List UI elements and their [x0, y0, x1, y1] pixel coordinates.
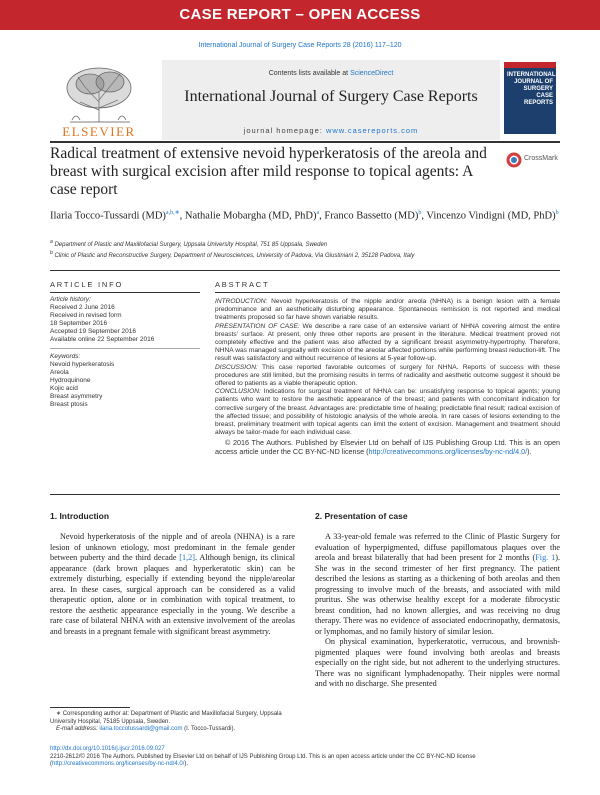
article-title: Radical treatment of extensive nevoid hyperkeratosis of the areola and breast with surgical excision after mild response to topical agents: A case report: [50, 145, 487, 198]
history-entry: 18 September 2016: [50, 320, 108, 327]
journal-homepage-line: [162, 126, 500, 135]
abstract-section-label: DISCUSSION:: [215, 363, 258, 371]
affiliation: $^a$ Department of Plastic and Maxillofacial Surgery, Uppsala University Hospital, 751 85 Uppsala, Sweden: [50, 239, 328, 248]
author-list: Ilaria Tocco-Tussardi (MD)$^{a,b,∗}$, Nathalie Mobargha (MD, PhD)$^a$, Franco Bassetto (MD)$^b$, Vincenzo Vindigni (MD, PhD)$^b$: [50, 210, 559, 222]
ref-link[interactable]: [1,2]: [179, 553, 195, 562]
email-link[interactable]: ilaria.toccotussardi@gmail.com: [99, 726, 183, 732]
abstract-rule: [215, 292, 560, 293]
abstract-body: [215, 298, 560, 456]
affiliation: $^b$ Clinic of Plastic and Reconstructive Surgery, Department of Neurosciences, University of Padova, Via Giustiniani 2, 35128 Padova, Italy: [50, 250, 415, 259]
author-affiliation-mark[interactable]: b: [555, 210, 559, 216]
affiliation-mark: b: [50, 250, 53, 256]
journal-title: International Journal of Surgery Case Reports: [184, 88, 478, 105]
corresponding-footnote: ∗ Corresponding author at: Department of Plastic and Maxillofacial Surgery, Uppsala University Hospital, 75185 Uppsala, Sweden. E-mail address: ilaria.toccotussardi@gmail.com (I. Tocco-Tussardi).: [50, 711, 282, 732]
author-name[interactable]: Vincenzo Vindigni (MD, PhD): [426, 210, 556, 222]
case-heading: 2. Presentation of case: [315, 511, 408, 521]
doi-link[interactable]: http://dx.doi.org/10.1016/j.ijscr.2016.09.027: [50, 746, 165, 752]
crossmark-icon: [506, 152, 522, 168]
affiliation-rule: [50, 270, 560, 271]
keywords-block: [50, 353, 200, 409]
author-name[interactable]: Ilaria Tocco-Tussardi (MD): [50, 210, 166, 222]
author-affiliation-mark[interactable]: b: [418, 210, 422, 216]
license-link[interactable]: http://creativecommons.org/licenses/by-nc-nd/4.0/: [368, 447, 528, 457]
keywords-label: Keywords:: [50, 353, 81, 360]
sciencedirect-link[interactable]: ScienceDirect: [350, 70, 394, 77]
keyword: Nevoid hyperkeratosis: [50, 361, 115, 368]
author-affiliation-mark[interactable]: a,b,∗: [165, 210, 180, 216]
figure-link[interactable]: Fig. 1: [535, 553, 556, 562]
author-affiliation-mark[interactable]: a: [316, 210, 320, 216]
abstract-paragraph: CONCLUSION: Indications for surgical treatment of NHNA can be: unsatisfying response to topical agents; young patients who want to restore the aesthetic appearance of the breast; and patients with concomitant indication for corrective surgery of the breast. Advantages are: predictable time of healing; predictable final result; radical excision of the affected tissue; and possibility of histologic analysis of the whole areola. In rare cases of lesions extending to the breast, preliminary treatment with topical agents can limit the extent of excision. Management and treatment should always be tailor-made for each individual case.: [215, 388, 560, 437]
abstract-paragraph: DISCUSSION: This case reported favorable outcomes of surgery for NHNA. Reports of success with these procedures are still limited, but the promising results in terms of radicality and aesthetic outcome suggest it should be offered to patients as a viable therapeutic option.: [215, 363, 560, 388]
cover-line: INTERNATIONAL: [507, 72, 556, 78]
journal-cover-image: [504, 62, 556, 134]
abstract-paragraph: PRESENTATION OF CASE: We describe a rare case of an extensive variant of NHNA covering almost the entire breasts' surface. At present, only three other reports are present in the literature. Medical treatment proved not completely effective and the patient was also affected by a significant breast asymmetry-hypertrophy. Therefore, NHNA was managed surgically with excision of the areolar affected portions while performing breast reduction-lift. The result was satisfactory and without recurrence of lesions at 5-year follow-up.: [215, 322, 560, 363]
article-info-heading: ARTICLE INFO: [50, 280, 124, 289]
doi-footer: http://dx.doi.org/10.1016/j.ijscr.2016.09.027 2210-2612/© 2016 The Authors. Published by Elsevier Ltd on behalf of IJS Publishing Group Ltd. This is an open access article under the CC BY-NC-ND license (http://creativecommons.org/licenses/by-nc-nd/4.0/).: [50, 746, 560, 769]
introduction-heading: 1. Introduction: [50, 511, 110, 521]
keyword: Areola: [50, 369, 69, 376]
homepage-link[interactable]: www.casereports.com: [325, 126, 419, 135]
keyword: Kojic acid: [50, 385, 78, 392]
affiliation-list: [50, 238, 560, 260]
keyword: Breast ptosis: [50, 401, 88, 408]
homepage-prefix: journal homepage:: [243, 126, 323, 135]
keywords-rule: [50, 348, 200, 349]
abstract-paragraph: INTRODUCTION: Nevoid hyperkeratosis of the nipple and/or areola (NHNA) is a benign lesion with a female predominance and an aesthetically disturbing appearance. Spontaneous remission is not reported and medical treatments proposed so far have shown variable results.: [215, 298, 560, 322]
introduction-text: Nevoid hyperkeratosis of the nipple and of areola (NHNA) is a rare lesion of unknown etiology, most predominant in the female gender between puberty and the third decade [1,2]. Although benign, its clinical appearance (dark brown plaques and hyperkeratotic skin) can be extremely disturbing, especially if extending beyond the nipple/areolar area. In these cases, surgical approach can be considered as a valid therapeutic option, alone or in combination with topical treatment, to restore the aesthetic appearance especially in the young. We describe a rare case of bilateral NHNA with an extensive involvement of the areolas and breasts in a pregnant female with significant breast asymmetry.: [50, 532, 295, 636]
abstract-copyright: © 2016 The Authors. Published by Elsevier Ltd on behalf of IJS Publishing Group Ltd. This is an open access article under the CC BY-NC-ND license (http://creativecommons.org/licenses/by-nc-nd/4.0/).: [215, 438, 560, 457]
publisher-name: ELSEVIER: [62, 124, 136, 139]
contents-line: [162, 70, 500, 77]
affiliation-mark: a: [50, 239, 53, 245]
cover-line: REPORTS: [523, 100, 553, 106]
info-rule: [50, 292, 200, 293]
history-entry: Received in revised form: [50, 312, 122, 319]
crossmark-badge[interactable]: [506, 150, 566, 170]
open-access-banner: CASE REPORT – OPEN ACCESS: [0, 0, 600, 30]
history-entry: Accepted 19 September 2016: [50, 328, 137, 335]
cover-line: SURGERY: [523, 86, 553, 92]
history-entry: Received 2 June 2016: [50, 304, 115, 311]
case-text: A 33-year-old female was referred to the Clinic of Plastic Surgery for evaluation of hyperpigmented, diffuse papillomatous plaques over the areola and breast bilaterally that had been present for 2 months (Fig. 1). She was in the second trimester of her first pregnancy. The patient described the lesions as starting as a thickening of both areolas and then progressing to involve much of the breasts, and associated with mild pruritus. She was otherwise healthy except for a moderate fibrocystic breast condition, had no known allergies, and was receiving no drug therapy. There was no evidence of associated endocrinopathy, dermatosis, or lymphomas, and no family history of similar lesion. On physical examination, hyperkeratotic, verrucous, and brownish-pigmented plaques were found involving both areolas and breasts especially on the right side, but not adherent to the underlying structures. There was no significant lymphadenopathy. Their nipples were normal and with no discharge. She presented: [315, 532, 560, 688]
history-entry: Available online 22 September 2016: [50, 336, 155, 343]
cover-line: JOURNAL OF: [514, 79, 553, 85]
keyword: Breast asymmetry: [50, 393, 103, 400]
cover-line: CASE: [536, 93, 553, 99]
author-name[interactable]: Nathalie Mobargha (MD, PhD): [184, 210, 317, 222]
keyword: Hydroquinone: [50, 377, 91, 384]
abstract-section-label: PRESENTATION OF CASE:: [215, 322, 300, 330]
article-history: [50, 296, 200, 344]
footer-license-link[interactable]: http://creativecommons.org/licenses/by-nc-nd/4.0/: [52, 761, 185, 767]
contents-prefix: Contents lists available at: [268, 70, 349, 77]
history-label: Article history:: [50, 296, 91, 303]
abstract-section-label: INTRODUCTION:: [215, 298, 268, 305]
crossmark-label: CrossMark: [524, 155, 558, 162]
journal-citation[interactable]: International Journal of Surgery Case Reports 28 (2016) 117–120: [198, 42, 402, 49]
author-name[interactable]: Franco Bassetto (MD): [324, 210, 419, 222]
body-rule: [50, 494, 560, 495]
abstract-section-label: CONCLUSION:: [215, 388, 261, 396]
abstract-heading: ABSTRACT: [215, 280, 270, 289]
footnote-rule: [50, 707, 130, 708]
header-rule: [50, 141, 560, 143]
